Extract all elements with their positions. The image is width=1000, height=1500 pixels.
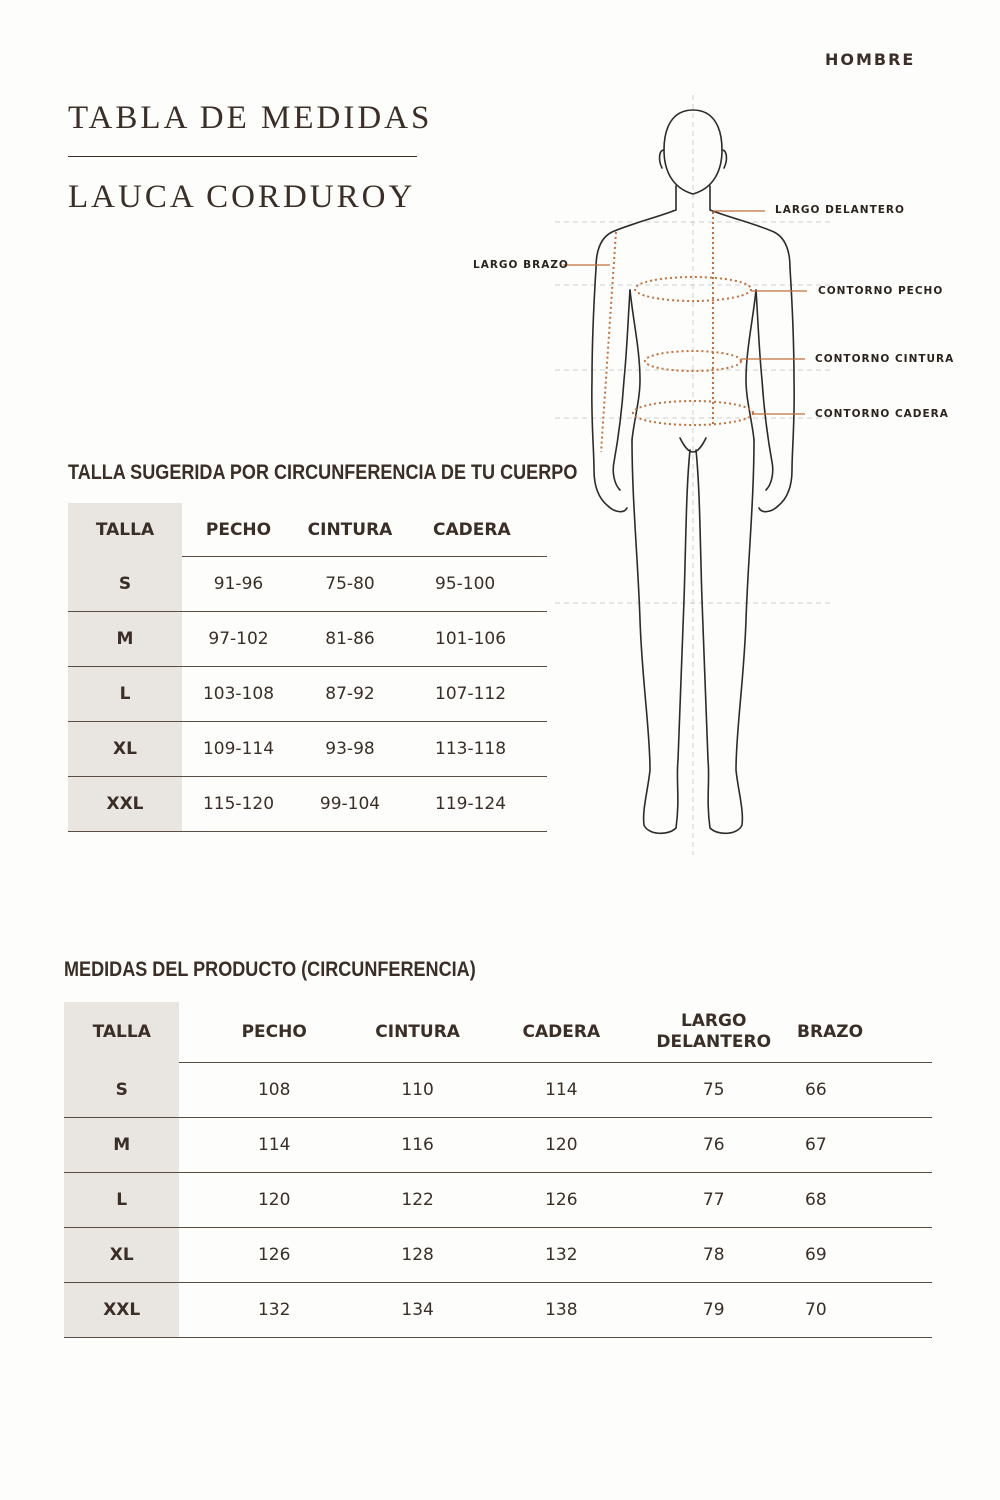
callout-leaders — [563, 211, 807, 414]
column-header: CINTURA — [295, 503, 405, 557]
product-size-table-title: MEDIDAS DEL PRODUCTO (CIRCUNFERENCIA) — [64, 958, 476, 981]
table-cell: 77 — [656, 1173, 771, 1228]
table-cell: 99-104 — [295, 777, 405, 832]
table-cell: 132 — [466, 1228, 656, 1283]
column-header: CADERA — [466, 1002, 656, 1063]
table-cell: 110 — [369, 1063, 466, 1118]
body-size-table — [68, 503, 547, 832]
table-cell: 75 — [656, 1063, 771, 1118]
table-cell: 128 — [369, 1228, 466, 1283]
callout-contorno-pecho: CONTORNO PECHO — [818, 285, 944, 297]
table-cell: 76 — [656, 1118, 771, 1173]
size-cell: L — [64, 1173, 179, 1228]
measurement-markers — [601, 212, 753, 452]
table-cell: 67 — [771, 1118, 932, 1173]
table-header-row — [64, 1002, 932, 1063]
table-cell: 87-92 — [295, 667, 405, 722]
callout-largo-brazo: LARGO BRAZO — [473, 259, 569, 271]
table-cell: 108 — [179, 1063, 368, 1118]
table-cell: 107-112 — [405, 667, 547, 722]
table-cell: 81-86 — [295, 612, 405, 667]
gender-label: HOMBRE — [825, 50, 916, 69]
table-cell: 75-80 — [295, 557, 405, 612]
table-row — [64, 1118, 932, 1173]
table-cell: 126 — [179, 1228, 368, 1283]
product-name: LAUCA CORDUROY — [68, 179, 416, 215]
column-header: LARGO DELANTERO — [656, 1002, 771, 1063]
table-row — [68, 612, 547, 667]
table-cell: 115-120 — [182, 777, 295, 832]
table-row — [64, 1173, 932, 1228]
size-cell: S — [68, 557, 182, 612]
column-header: TALLA — [64, 1002, 179, 1063]
product-size-table — [64, 1002, 932, 1338]
callout-contorno-cintura: CONTORNO CINTURA — [815, 353, 955, 365]
table-cell: 79 — [656, 1283, 771, 1338]
table-cell: 91-96 — [182, 557, 295, 612]
table-cell: 109-114 — [182, 722, 295, 777]
table-row — [68, 722, 547, 777]
table-cell: 132 — [179, 1283, 368, 1338]
column-header: BRAZO — [771, 1002, 932, 1063]
table-cell: 97-102 — [182, 612, 295, 667]
callout-largo-delantero: LARGO DELANTERO — [775, 204, 905, 216]
table-row — [64, 1063, 932, 1118]
column-header: TALLA — [68, 503, 182, 557]
size-cell: M — [68, 612, 182, 667]
size-cell: S — [64, 1063, 179, 1118]
table-cell: 126 — [466, 1173, 656, 1228]
callout-contorno-cadera: CONTORNO CADERA — [815, 408, 949, 420]
table-cell: 120 — [466, 1118, 656, 1173]
table-cell: 95-100 — [405, 557, 547, 612]
table-cell: 134 — [369, 1283, 466, 1338]
table-cell: 114 — [179, 1118, 368, 1173]
column-header: PECHO — [179, 1002, 368, 1063]
table-row — [68, 557, 547, 612]
table-cell: 114 — [466, 1063, 656, 1118]
size-cell: XL — [68, 722, 182, 777]
column-header: PECHO — [182, 503, 295, 557]
table-cell: 68 — [771, 1173, 932, 1228]
table-cell: 93-98 — [295, 722, 405, 777]
table-cell: 120 — [179, 1173, 368, 1228]
size-cell: M — [64, 1118, 179, 1173]
size-cell: XXL — [64, 1283, 179, 1338]
page-title: TABLA DE MEDIDAS — [68, 100, 433, 136]
size-cell: XXL — [68, 777, 182, 832]
size-cell: L — [68, 667, 182, 722]
table-cell: 116 — [369, 1118, 466, 1173]
table-cell: 138 — [466, 1283, 656, 1338]
column-header: CINTURA — [369, 1002, 466, 1063]
table-cell: 113-118 — [405, 722, 547, 777]
table-header-row — [68, 503, 547, 557]
table-cell: 122 — [369, 1173, 466, 1228]
body-size-table-title: TALLA SUGERIDA POR CIRCUNFERENCIA DE TU CUERPO — [68, 461, 578, 484]
table-cell: 66 — [771, 1063, 932, 1118]
table-row — [64, 1283, 932, 1338]
size-cell: XL — [64, 1228, 179, 1283]
table-cell: 103-108 — [182, 667, 295, 722]
table-row — [68, 667, 547, 722]
table-cell: 69 — [771, 1228, 932, 1283]
table-cell: 101-106 — [405, 612, 547, 667]
column-header: CADERA — [405, 503, 547, 557]
table-cell: 70 — [771, 1283, 932, 1338]
table-row — [68, 777, 547, 832]
table-cell: 78 — [656, 1228, 771, 1283]
table-cell: 119-124 — [405, 777, 547, 832]
table-row — [64, 1228, 932, 1283]
body-outline — [592, 110, 794, 833]
